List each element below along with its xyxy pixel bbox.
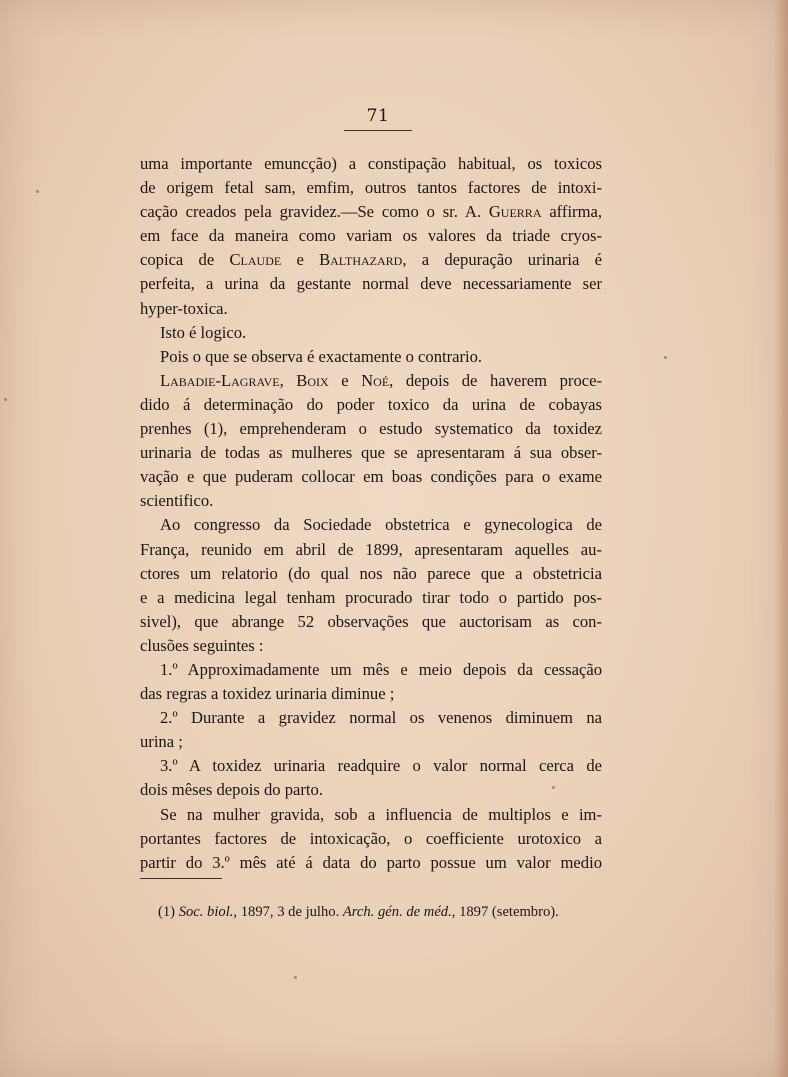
paper-speck [552, 786, 555, 789]
text-line: França, reunido em abril de 1899, apresentaram aquelles au- [140, 539, 602, 559]
list-item-line: das regras a toxidez urinaria diminue ; [140, 684, 395, 704]
text-line: ctores um relatorio (do qual nos não parece que a obstetricia [140, 563, 602, 583]
author-name: Boix [296, 370, 329, 390]
text-line: Ao congresso da Sociedade obstetrica e gynecologica de [160, 515, 602, 535]
text-line: vação e que puderam collocar em boas condições para o exame [140, 467, 602, 487]
text-line: dido á determinação do poder toxico da urina de cobayas [140, 394, 602, 414]
text-line: clusões seguintes : [140, 635, 264, 655]
paper-speck [36, 190, 39, 193]
citation-title: Soc. biol. [178, 904, 234, 920]
citation-title: Arch. gén. de méd. [342, 904, 452, 920]
list-item-line: dois mêses depois do parto. [140, 780, 323, 800]
author-name: Guerra [488, 202, 542, 222]
text-line: perfeita, a urina da gestante normal deve necessariamente ser [140, 274, 602, 294]
text-line: prenhes (1), emprehenderam o estudo systematico da toxidez [140, 419, 602, 439]
text-line: scientifico. [140, 491, 214, 511]
body-text [140, 152, 602, 875]
text-line: portantes factores de intoxicação, o coefficiente urotoxico a [140, 828, 602, 848]
text-line: partir do 3.º mês até á data do parto possue um valor medio [140, 852, 602, 872]
author-name: Claude [229, 250, 282, 270]
text-line: uma importante emuncção) a constipação habitual, os toxicos [140, 154, 602, 173]
text-line: urinaria de todas as mulheres que se apresentaram á sua obser- [140, 443, 602, 463]
paper-speck [294, 976, 297, 979]
footnote: (1) Soc. biol., 1897, 3 de julho. Arch. gén. de méd., 1897 (setembro). [158, 904, 559, 920]
text-line: Isto é logico. [160, 322, 247, 342]
text-line: copica de Claude e Balthazard, a depuração urinaria é [140, 250, 602, 270]
paper-speck [4, 398, 7, 401]
list-item-line: 3.º A toxidez urinaria readquire o valor normal cerca de [160, 756, 602, 776]
author-name: Noé [361, 370, 390, 390]
list-item-line: 2.º Durante a gravidez normal os venenos diminuem na [160, 708, 602, 728]
author-name: Labadie-Lagrave [160, 370, 280, 390]
text-line: cação creados pela gravidez.—Se como o sr. A. Guerra affirma, [140, 202, 602, 222]
footnote-rule [140, 878, 222, 879]
footnote-marker: (1) [158, 904, 176, 920]
list-item-line: urina ; [140, 732, 183, 752]
text-line: em face da maneira como variam os valores da triade cryos- [140, 226, 602, 246]
text-line: Labadie-Lagrave, Boix e Noé, depois de haverem proce- [160, 370, 602, 390]
list-item-line: 1.º Approximadamente um mês e meio depois da cessação [160, 659, 602, 679]
text-line: Se na mulher gravida, sob a influencia de multiplos e im- [160, 804, 602, 824]
author-name: Balthazard [319, 250, 403, 270]
text-line: sivel), que abrange 52 observações que auctorisam as con- [140, 611, 602, 631]
page-number: 71 [366, 106, 390, 126]
text-line: de origem fetal sam, emfim, outros tantos factores de intoxi- [140, 178, 602, 198]
page-edge-shadow [774, 0, 788, 1077]
text-line: Pois o que se observa é exactamente o contrario. [160, 346, 483, 366]
text-line: hyper-toxica. [140, 298, 228, 318]
paper-speck [664, 356, 667, 359]
page-number-rule [344, 130, 412, 131]
text-line: e a medicina legal tenham procurado tirar todo o partido pos- [140, 587, 602, 607]
